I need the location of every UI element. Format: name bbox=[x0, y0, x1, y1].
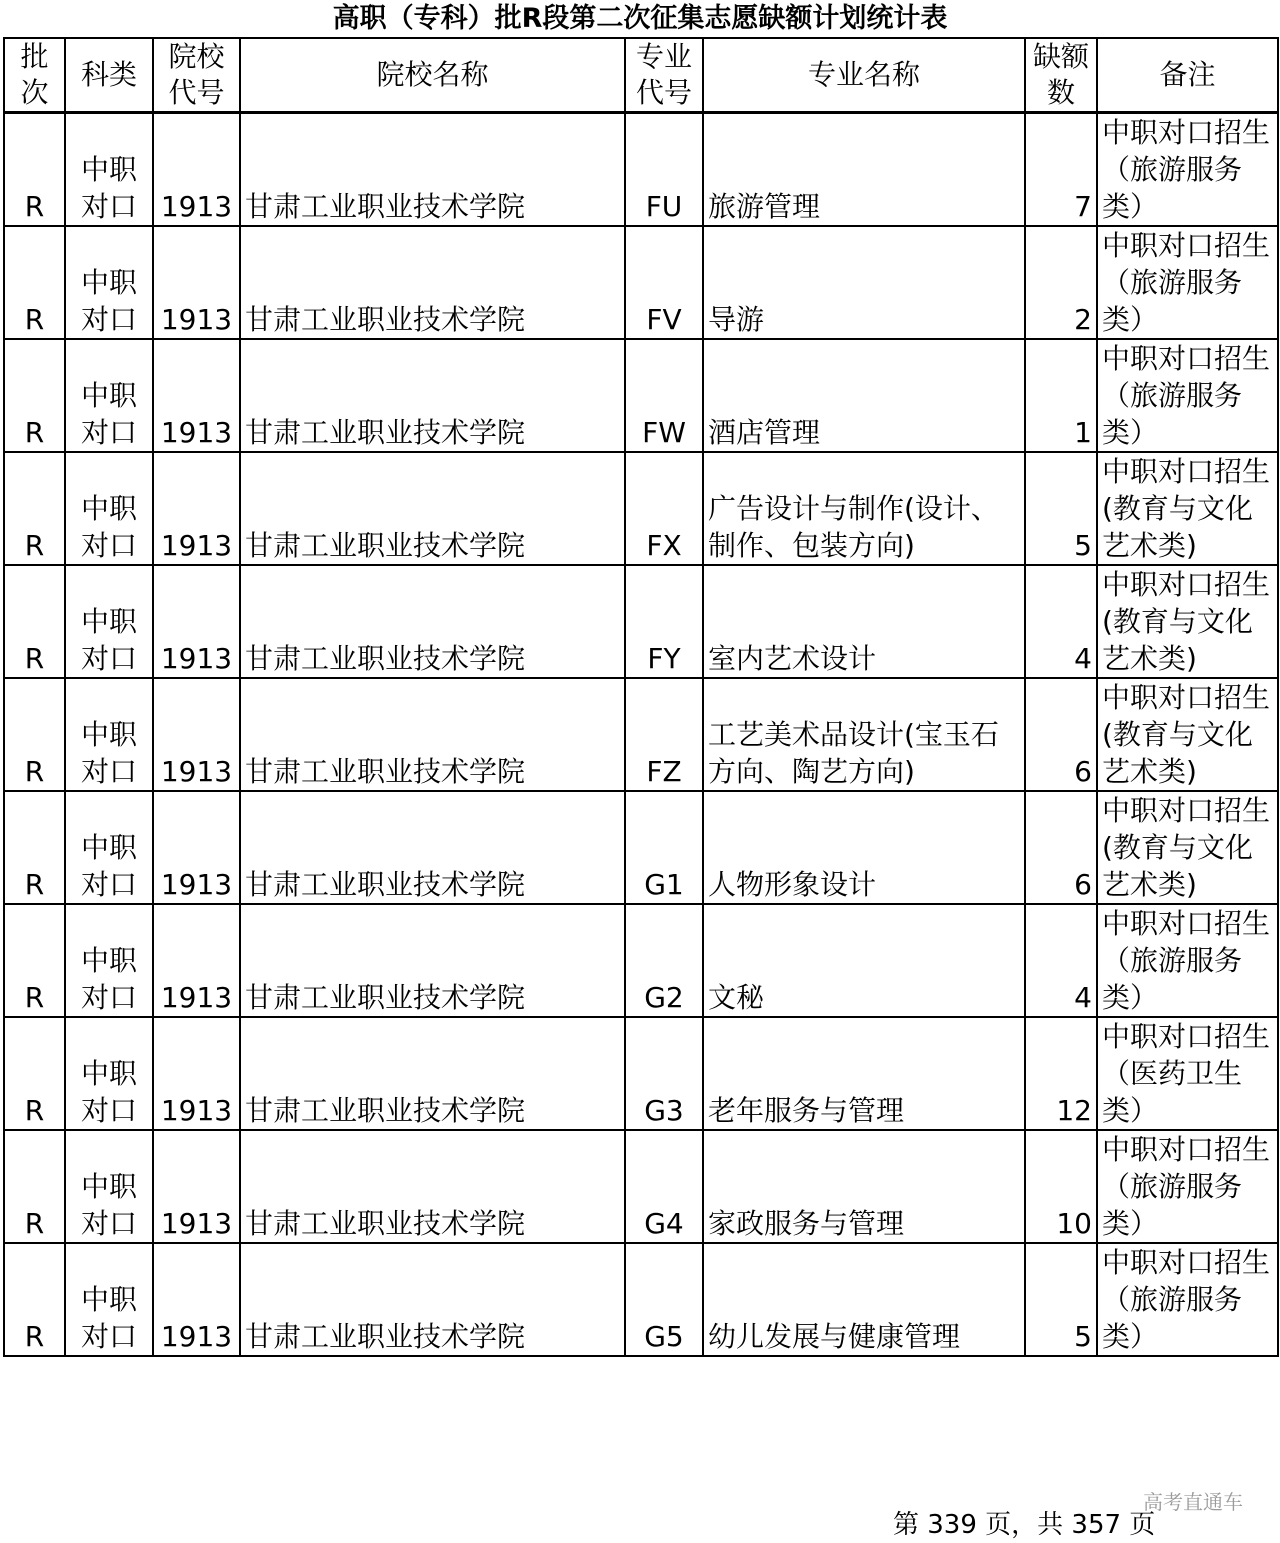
cell-vacancy: 7 bbox=[1025, 113, 1097, 227]
cell-major-code: FW bbox=[625, 339, 703, 452]
table-row bbox=[4, 452, 1278, 565]
cell-major-name: 旅游管理 bbox=[703, 113, 1025, 227]
cell-remark: 中职对口招生(教育与文化艺术类) bbox=[1097, 565, 1278, 678]
cell-school-name: 甘肃工业职业技术学院 bbox=[240, 1017, 625, 1130]
cell-major-code: G4 bbox=[625, 1130, 703, 1243]
cell-school-name: 甘肃工业职业技术学院 bbox=[240, 339, 625, 452]
cell-school-code: 1913 bbox=[153, 1243, 240, 1356]
table-row bbox=[4, 904, 1278, 1017]
cell-category: 中职对口 bbox=[65, 904, 153, 1017]
header-major-name: 专业名称 bbox=[703, 38, 1025, 113]
cell-batch: R bbox=[4, 791, 65, 904]
cell-school-code: 1913 bbox=[153, 113, 240, 227]
cell-major-name: 人物形象设计 bbox=[703, 791, 1025, 904]
page-footer: 第 339 页，共 357 页 bbox=[893, 1510, 1156, 1540]
cell-vacancy: 12 bbox=[1025, 1017, 1097, 1130]
cell-remark: 中职对口招生(教育与文化艺术类) bbox=[1097, 791, 1278, 904]
header-vacancy: 缺额数 bbox=[1025, 38, 1097, 113]
cell-school-code: 1913 bbox=[153, 1017, 240, 1130]
cell-school-name: 甘肃工业职业技术学院 bbox=[240, 791, 625, 904]
cell-vacancy: 2 bbox=[1025, 226, 1097, 339]
cell-category: 中职对口 bbox=[65, 1243, 153, 1356]
header-category: 科类 bbox=[65, 38, 153, 113]
cell-vacancy: 4 bbox=[1025, 565, 1097, 678]
cell-batch: R bbox=[4, 1243, 65, 1356]
cell-vacancy: 5 bbox=[1025, 1243, 1097, 1356]
cell-school-code: 1913 bbox=[153, 452, 240, 565]
cell-remark: 中职对口招生（旅游服务类） bbox=[1097, 904, 1278, 1017]
cell-batch: R bbox=[4, 226, 65, 339]
cell-school-name: 甘肃工业职业技术学院 bbox=[240, 1130, 625, 1243]
cell-major-name: 导游 bbox=[703, 226, 1025, 339]
cell-remark: 中职对口招生（旅游服务类） bbox=[1097, 1243, 1278, 1356]
cell-major-code: G2 bbox=[625, 904, 703, 1017]
cell-school-name: 甘肃工业职业技术学院 bbox=[240, 452, 625, 565]
table-row bbox=[4, 1243, 1278, 1356]
cell-school-code: 1913 bbox=[153, 904, 240, 1017]
header-remark: 备注 bbox=[1097, 38, 1278, 113]
cell-school-name: 甘肃工业职业技术学院 bbox=[240, 113, 625, 227]
table-row bbox=[4, 678, 1278, 791]
cell-vacancy: 5 bbox=[1025, 452, 1097, 565]
cell-school-name: 甘肃工业职业技术学院 bbox=[240, 1243, 625, 1356]
cell-major-name: 酒店管理 bbox=[703, 339, 1025, 452]
cell-vacancy: 6 bbox=[1025, 791, 1097, 904]
cell-category: 中职对口 bbox=[65, 565, 153, 678]
cell-category: 中职对口 bbox=[65, 1130, 153, 1243]
table-row bbox=[4, 1130, 1278, 1243]
cell-major-name: 室内艺术设计 bbox=[703, 565, 1025, 678]
cell-major-name: 工艺美术品设计(宝玉石方向、陶艺方向) bbox=[703, 678, 1025, 791]
table-row bbox=[4, 1017, 1278, 1130]
cell-remark: 中职对口招生（旅游服务类） bbox=[1097, 226, 1278, 339]
cell-major-code: G5 bbox=[625, 1243, 703, 1356]
header-school-name: 院校名称 bbox=[240, 38, 625, 113]
cell-remark: 中职对口招生(教育与文化艺术类) bbox=[1097, 452, 1278, 565]
cell-remark: 中职对口招生（医药卫生类） bbox=[1097, 1017, 1278, 1130]
cell-category: 中职对口 bbox=[65, 113, 153, 227]
cell-major-code: FX bbox=[625, 452, 703, 565]
cell-school-code: 1913 bbox=[153, 565, 240, 678]
cell-remark: 中职对口招生（旅游服务类） bbox=[1097, 113, 1278, 227]
cell-school-name: 甘肃工业职业技术学院 bbox=[240, 678, 625, 791]
cell-major-name: 老年服务与管理 bbox=[703, 1017, 1025, 1130]
cell-major-code: FY bbox=[625, 565, 703, 678]
cell-vacancy: 1 bbox=[1025, 339, 1097, 452]
table-row bbox=[4, 339, 1278, 452]
header-batch: 批次 bbox=[4, 38, 65, 113]
header-school-code: 院校代号 bbox=[153, 38, 240, 113]
cell-remark: 中职对口招生（旅游服务类） bbox=[1097, 339, 1278, 452]
cell-vacancy: 10 bbox=[1025, 1130, 1097, 1243]
cell-school-name: 甘肃工业职业技术学院 bbox=[240, 565, 625, 678]
cell-vacancy: 4 bbox=[1025, 904, 1097, 1017]
cell-batch: R bbox=[4, 113, 65, 227]
cell-school-name: 甘肃工业职业技术学院 bbox=[240, 226, 625, 339]
cell-school-code: 1913 bbox=[153, 339, 240, 452]
cell-major-code: FU bbox=[625, 113, 703, 227]
cell-major-code: FV bbox=[625, 226, 703, 339]
watermark-text: 高考直通车 bbox=[1143, 1490, 1243, 1514]
table-row bbox=[4, 565, 1278, 678]
cell-vacancy: 6 bbox=[1025, 678, 1097, 791]
cell-batch: R bbox=[4, 678, 65, 791]
cell-category: 中职对口 bbox=[65, 452, 153, 565]
cell-category: 中职对口 bbox=[65, 1017, 153, 1130]
table-body bbox=[4, 113, 1278, 1357]
cell-school-code: 1913 bbox=[153, 678, 240, 791]
cell-major-name: 广告设计与制作(设计、制作、包装方向) bbox=[703, 452, 1025, 565]
cell-school-code: 1913 bbox=[153, 791, 240, 904]
table-row bbox=[4, 791, 1278, 904]
cell-school-name: 甘肃工业职业技术学院 bbox=[240, 904, 625, 1017]
cell-batch: R bbox=[4, 339, 65, 452]
cell-major-code: G3 bbox=[625, 1017, 703, 1130]
cell-major-code: G1 bbox=[625, 791, 703, 904]
cell-batch: R bbox=[4, 565, 65, 678]
cell-category: 中职对口 bbox=[65, 339, 153, 452]
cell-category: 中职对口 bbox=[65, 678, 153, 791]
cell-major-name: 幼儿发展与健康管理 bbox=[703, 1243, 1025, 1356]
cell-major-name: 文秘 bbox=[703, 904, 1025, 1017]
cell-school-code: 1913 bbox=[153, 226, 240, 339]
cell-school-code: 1913 bbox=[153, 1130, 240, 1243]
table-row bbox=[4, 226, 1278, 339]
header-major-code: 专业代号 bbox=[625, 38, 703, 113]
cell-batch: R bbox=[4, 904, 65, 1017]
cell-category: 中职对口 bbox=[65, 791, 153, 904]
cell-remark: 中职对口招生（旅游服务类） bbox=[1097, 1130, 1278, 1243]
table-header-row bbox=[4, 38, 1278, 113]
cell-major-code: FZ bbox=[625, 678, 703, 791]
table-row bbox=[4, 113, 1278, 227]
page-title: 高职（专科）批R段第二次征集志愿缺额计划统计表 bbox=[332, 3, 948, 34]
vacancy-table bbox=[3, 37, 1279, 1357]
cell-batch: R bbox=[4, 1017, 65, 1130]
cell-remark: 中职对口招生(教育与文化艺术类) bbox=[1097, 678, 1278, 791]
cell-major-name: 家政服务与管理 bbox=[703, 1130, 1025, 1243]
cell-batch: R bbox=[4, 452, 65, 565]
cell-batch: R bbox=[4, 1130, 65, 1243]
cell-category: 中职对口 bbox=[65, 226, 153, 339]
